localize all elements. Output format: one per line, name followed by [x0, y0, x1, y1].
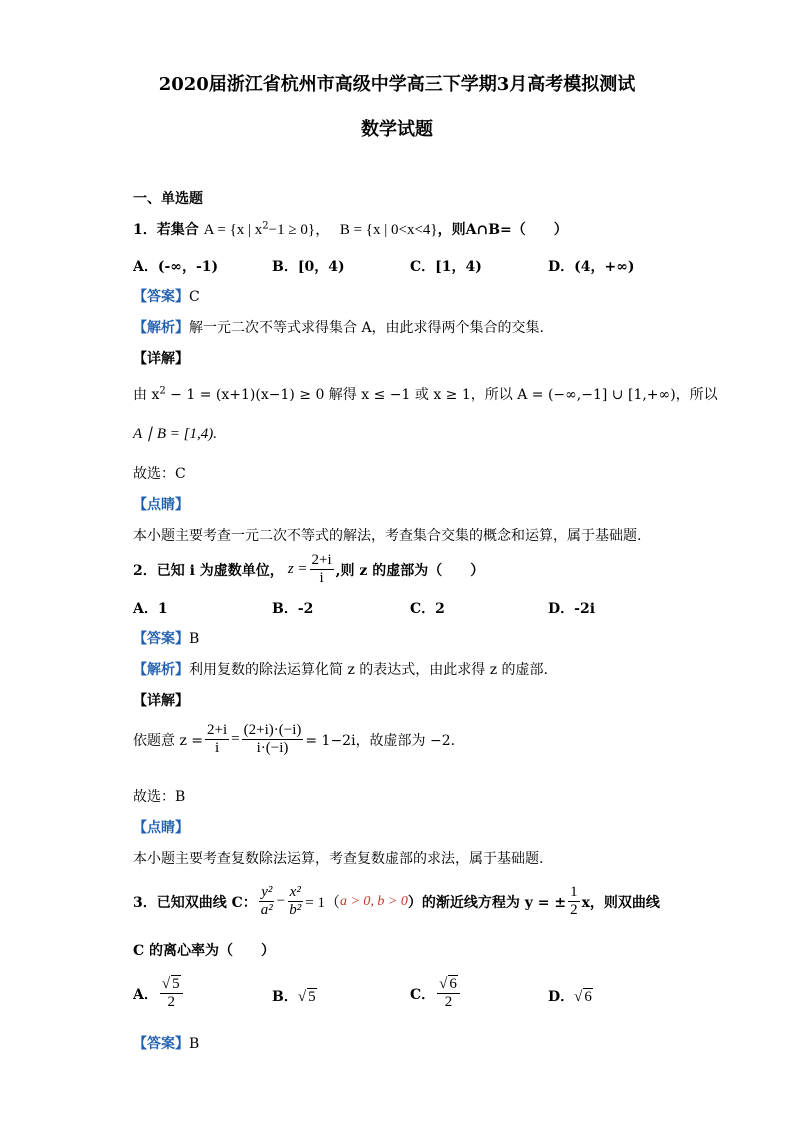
q2-stem: 2．已知 i 为虚数单位， z = $\frac{2+i}{i}$ ,则 z 的虚部为（ ） — [133, 552, 485, 586]
q3-stem-line2: C 的离心率为（ ） — [133, 943, 276, 959]
q1-analysis: 【解析】解一元二次不等式求得集合 A，由此求得两个集合的交集. — [133, 320, 545, 336]
q1-comment-heading: 【点睛】 — [133, 497, 189, 513]
q3-answer: 【答案】B — [133, 1036, 200, 1052]
q3-option-a: A． $\frac{√ 5}{2}$ — [133, 976, 185, 1011]
q1-comment: 本小题主要考查一元二次不等式的解法，考查集合交集的概念和运算，属于基础题. — [133, 528, 642, 544]
q1-detail-line2: A ∣ B = [1,4). — [133, 426, 218, 442]
q1-option-a: A．(-∞，-1) — [133, 259, 219, 275]
q2-detail-line: 依题意 z = $\frac{2+i}{i}$ = $\frac{(2+i)\cdot(-i)}{i\cdot(-i)}$ = 1−2i，故虚部为 −2. — [133, 722, 456, 756]
q1-option-b: B．[0，4) — [272, 259, 345, 275]
section-heading: 一、单选题 — [133, 191, 203, 207]
q3-option-c: C． $\frac{√ 6}{2}$ — [410, 976, 462, 1011]
q1-option-d: D．(4，+∞) — [548, 259, 635, 275]
page-subtitle: 数学试题 — [361, 119, 433, 140]
q3-stem: 3．已知双曲线 C： $\frac{\text{y²}}{\text{a²}}$ − $\frac{\text{x²}}{\text{b²}}$ = 1（ a > 0, b > 0 ）的渐近线方程为 y = ± $\frac{1}{2}$ x，则双曲线 — [133, 884, 660, 918]
q2-comment-heading: 【点睛】 — [133, 820, 189, 836]
q3-option-d: D．√ 6 — [548, 989, 592, 1005]
q3-option-b: B．√ 5 — [272, 989, 316, 1005]
q2-option-d: D．-2i — [548, 601, 596, 617]
q2-answer: 【答案】B — [133, 631, 200, 647]
q2-option-b: B．-2 — [272, 601, 314, 617]
q2-detail-heading: 【详解】 — [133, 693, 189, 709]
q1-detail-heading: 【详解】 — [133, 351, 189, 367]
q2-analysis: 【解析】利用复数的除法运算化简 z 的表达式，由此求得 z 的虚部. — [133, 662, 549, 678]
q1-stem: 1．若集合 A = {x | $x^2-1 \ge 0$}， B = {x | 0<x<4}，则A∩B=（ ） — [133, 220, 568, 238]
q1-option-c: C．[1，4) — [410, 259, 482, 275]
q2-choose: 故选：B — [133, 789, 186, 805]
page-title: 2020届浙江省杭州市高级中学高三下学期3月高考模拟测试 — [158, 74, 636, 95]
q2-comment: 本小题主要考查复数除法运算，考查复数虚部的求法，属于基础题. — [133, 851, 544, 867]
q2-option-c: C．2 — [410, 601, 445, 617]
q1-answer: 【答案】C — [133, 289, 200, 305]
q1-choose: 故选：C — [133, 466, 186, 482]
q1-detail-line1: 由 $x^2 - 1 = (x+1)(x-1) \ge 0$ 解得 x ≤ −1 或 x ≥ 1，所以 A = (−∞,−1] ∪ [1,+∞)，所以 — [133, 385, 718, 403]
q2-option-a: A．1 — [133, 601, 168, 617]
